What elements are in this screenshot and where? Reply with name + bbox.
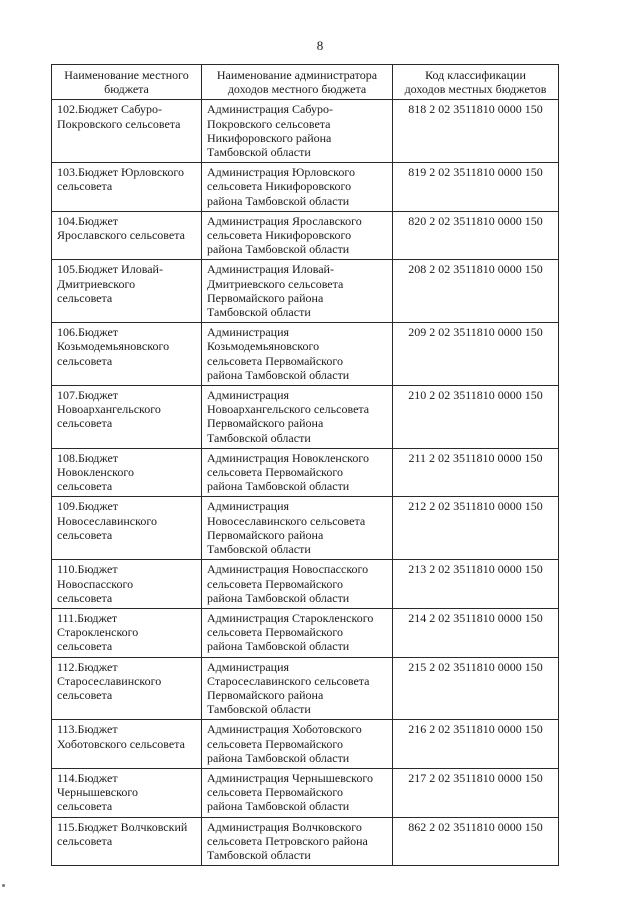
budget-name-cell-line: сельсовета	[57, 799, 113, 814]
budget-name-cell-line: Новоспасского	[57, 576, 134, 591]
page-number: 8	[316, 38, 324, 53]
administrator-cell-line: района Тамбовской области	[207, 367, 350, 382]
administrator-cell-line: сельсовета Первомайского	[207, 785, 344, 800]
budget-name-cell-line: 113.Бюджет	[57, 722, 118, 737]
budget-name-cell-line: 108.Бюджет	[57, 450, 119, 465]
administrator-cell-line: Первомайского района	[207, 687, 324, 702]
administrator-cell-line: Покровского сельсовета	[207, 116, 331, 131]
administrator-cell-line: Администрация Сабуро-	[207, 102, 334, 117]
administrator-cell-line: Администрация Хоботовского	[207, 722, 362, 737]
table-row	[52, 448, 559, 497]
header-line: Код классификации	[425, 68, 526, 82]
administrator-cell-line: сельсовета Первомайского	[207, 576, 344, 591]
administrator-cell	[202, 560, 393, 609]
budget-name-cell-line: 112.Бюджет	[57, 659, 118, 674]
classification-code-cell: 212 2 02 3511810 0000 150	[393, 497, 559, 560]
administrator-cell-line: Администрация	[207, 388, 290, 403]
administrator-cell-line: района Тамбовской области	[207, 590, 350, 605]
administrator-cell-line: района Тамбовской области	[207, 242, 350, 257]
header-line: доходов местного бюджета	[227, 82, 367, 97]
budget-name-cell-line: Хоботовского сельсовета	[57, 736, 185, 751]
budget-name-cell-line: сельсовета	[57, 290, 113, 305]
classification-code-cell: 862 2 02 3511810 0000 150	[393, 817, 559, 866]
header-line: Наименование местного	[64, 68, 189, 82]
administrator-cell-line: Новоархангельского сельсовета	[207, 402, 370, 417]
administrator-cell-line: сельсовета Петровского района	[207, 833, 368, 848]
budget-name-cell	[52, 323, 202, 386]
administrator-cell-line: сельсовета Первомайского	[207, 353, 344, 368]
classification-code-cell: 214 2 02 3511810 0000 150	[393, 608, 559, 657]
administrator-cell-line: Администрация	[207, 499, 290, 514]
classification-code-cell: 209 2 02 3511810 0000 150	[393, 323, 559, 386]
budget-name-cell	[52, 386, 202, 449]
administrator-cell	[202, 100, 393, 163]
header-line: доходов местных бюджетов	[404, 82, 547, 97]
administrator-cell-line: Новосеславинского сельсовета	[207, 513, 366, 528]
budget-name-cell-line: 115.Бюджет Волчковский	[57, 819, 188, 834]
table-row	[52, 608, 559, 657]
budget-name-cell	[52, 720, 202, 769]
administrator-cell	[202, 448, 393, 497]
budget-name-cell	[52, 560, 202, 609]
classification-code-cell: 216 2 02 3511810 0000 150	[393, 720, 559, 769]
table-row	[52, 386, 559, 449]
table-row	[52, 323, 559, 386]
classification-code-cell: 211 2 02 3511810 0000 150	[393, 448, 559, 497]
budget-name-cell-line: Новоархангельского	[57, 402, 161, 417]
budget-name-cell-line: Ярославского сельсовета	[57, 228, 185, 243]
administrator-cell	[202, 720, 393, 769]
budget-name-cell-line: сельсовета	[57, 833, 113, 848]
classification-code-cell: 210 2 02 3511810 0000 150	[393, 386, 559, 449]
administrator-cell	[202, 608, 393, 657]
administrator-cell-line: района Тамбовской области	[207, 193, 350, 208]
administrator-cell-line: сельсовета Никифоровского	[207, 228, 352, 243]
budget-name-cell-line: 110.Бюджет	[57, 562, 118, 577]
administrator-cell-line: района Тамбовской области	[207, 750, 350, 765]
classification-code-cell: 213 2 02 3511810 0000 150	[393, 560, 559, 609]
budget-name-cell-line: Новосеславинского	[57, 513, 157, 528]
budget-name-cell-line: 109.Бюджет	[57, 499, 119, 514]
budget-name-cell-line: сельсовета	[57, 527, 113, 542]
table-header	[52, 65, 559, 100]
table-row	[52, 100, 559, 163]
administrator-cell-line: Никифоровского района	[207, 130, 332, 145]
scan-speck	[2, 884, 5, 887]
budget-name-cell	[52, 768, 202, 817]
administrator-cell-line: Администрация	[207, 659, 290, 674]
administrator-cell-line: района Тамбовской области	[207, 639, 350, 654]
administrator-cell	[202, 211, 393, 260]
administrator-cell-line: Тамбовской области	[207, 430, 311, 445]
administrator-cell-line: сельсовета Первомайского	[207, 625, 344, 640]
administrator-cell-line: Первомайского района	[207, 527, 324, 542]
table-row	[52, 720, 559, 769]
classification-code-cell: 208 2 02 3511810 0000 150	[393, 260, 559, 323]
classification-code-cell: 819 2 02 3511810 0000 150	[393, 163, 559, 212]
administrator-cell	[202, 657, 393, 720]
administrator-cell	[202, 497, 393, 560]
budget-name-cell-line: Новокленского	[57, 465, 134, 480]
administrator-cell-line: Старосеславинского сельсовета	[207, 673, 370, 688]
budget-name-cell-line: 107.Бюджет	[57, 388, 119, 403]
budget-name-cell-line: 106.Бюджет	[57, 325, 119, 340]
budget-name-cell	[52, 260, 202, 323]
administrator-cell-line: сельсовета Первомайского	[207, 465, 344, 480]
administrator-cell-line: Администрация Новоспасского	[207, 562, 369, 577]
budget-name-cell-line: Старосеславинского	[57, 673, 162, 688]
table-row	[52, 657, 559, 720]
administrator-cell-line: Козьмодемьяновского	[207, 339, 320, 354]
classification-code-cell: 818 2 02 3511810 0000 150	[393, 100, 559, 163]
administrator-cell	[202, 768, 393, 817]
administrator-cell-line: Тамбовской области	[207, 702, 311, 717]
budget-name-cell	[52, 817, 202, 866]
budget-name-cell-line: 114.Бюджет	[57, 770, 118, 785]
administrator-cell-line: Администрация Старокленского	[207, 610, 374, 625]
classification-code-cell: 820 2 02 3511810 0000 150	[393, 211, 559, 260]
administrator-cell-line: района Тамбовской области	[207, 479, 350, 494]
administrator-cell-line: Тамбовской области	[207, 145, 311, 160]
header-administrator-name	[202, 65, 393, 100]
header-row	[52, 65, 559, 100]
administrator-cell-line: Администрация Иловай-	[207, 262, 334, 277]
budget-name-cell	[52, 657, 202, 720]
administrator-cell-line: Администрация Юрловского	[207, 165, 355, 180]
administrator-cell	[202, 386, 393, 449]
administrator-cell-line: района Тамбовской области	[207, 799, 350, 814]
budget-name-cell-line: сельсовета	[57, 479, 113, 494]
table-row	[52, 817, 559, 866]
administrator-cell	[202, 323, 393, 386]
budget-name-cell	[52, 211, 202, 260]
budget-name-cell-line: сельсовета	[57, 353, 113, 368]
administrator-cell-line: Тамбовской области	[207, 847, 311, 862]
table-row	[52, 560, 559, 609]
administrator-cell-line: Администрация Волчковского	[207, 819, 362, 834]
budget-name-cell-line: 103.Бюджет Юрловского	[57, 165, 184, 180]
budget-name-cell-line: Козьмодемьяновского	[57, 339, 170, 354]
table-row	[52, 211, 559, 260]
budget-name-cell-line: Покровского сельсовета	[57, 116, 181, 131]
budget-name-cell	[52, 100, 202, 163]
table-row	[52, 497, 559, 560]
classification-code-cell: 215 2 02 3511810 0000 150	[393, 657, 559, 720]
budget-name-cell-line: 104.Бюджет	[57, 213, 119, 228]
administrator-cell	[202, 260, 393, 323]
budget-name-cell-line: сельсовета	[57, 590, 113, 605]
administrator-cell-line: Тамбовской области	[207, 542, 311, 557]
budget-name-cell-line: сельсовета	[57, 639, 113, 654]
administrator-cell	[202, 817, 393, 866]
administrator-cell	[202, 163, 393, 212]
table-body	[52, 100, 559, 866]
budget-name-cell	[52, 497, 202, 560]
budget-name-cell	[52, 448, 202, 497]
budget-name-cell-line: 102.Бюджет Сабуро-	[57, 102, 163, 117]
administrator-cell-line: Первомайского района	[207, 290, 324, 305]
budget-name-cell-line: сельсовета	[57, 179, 113, 194]
administrator-cell-line: Первомайского района	[207, 416, 324, 431]
administrator-cell-line: Администрация Ярославского	[207, 213, 362, 228]
budget-name-cell	[52, 163, 202, 212]
administrator-cell-line: Дмитриевского сельсовета	[207, 276, 344, 291]
administrator-cell-line: сельсовета Первомайского	[207, 736, 344, 751]
budget-name-cell	[52, 608, 202, 657]
budget-name-cell-line: Старокленского	[57, 625, 139, 640]
classification-code-cell: 217 2 02 3511810 0000 150	[393, 768, 559, 817]
administrator-cell-line: Администрация	[207, 325, 290, 340]
budget-name-cell-line: 105.Бюджет Иловай-	[57, 262, 163, 277]
administrator-cell-line: Администрация Чернышевского	[207, 770, 373, 785]
table-row	[52, 163, 559, 212]
header-line: Наименование администратора	[216, 68, 378, 82]
budget-name-cell-line: сельсовета	[57, 416, 113, 431]
budget-classification-table	[51, 64, 559, 866]
administrator-cell-line: Администрация Новокленского	[207, 450, 370, 465]
header-classification-code	[393, 65, 559, 100]
table-row	[52, 768, 559, 817]
budget-name-cell-line: сельсовета	[57, 687, 113, 702]
header-budget-name	[52, 65, 202, 100]
budget-name-cell-line: Чернышевского	[57, 785, 138, 800]
header-line: бюджета	[104, 82, 149, 97]
administrator-cell-line: Тамбовской области	[207, 305, 311, 320]
table-row	[52, 260, 559, 323]
budget-name-cell-line: 111.Бюджет	[57, 610, 118, 625]
budget-name-cell-line: Дмитриевского	[57, 276, 136, 291]
administrator-cell-line: сельсовета Никифоровского	[207, 179, 352, 194]
